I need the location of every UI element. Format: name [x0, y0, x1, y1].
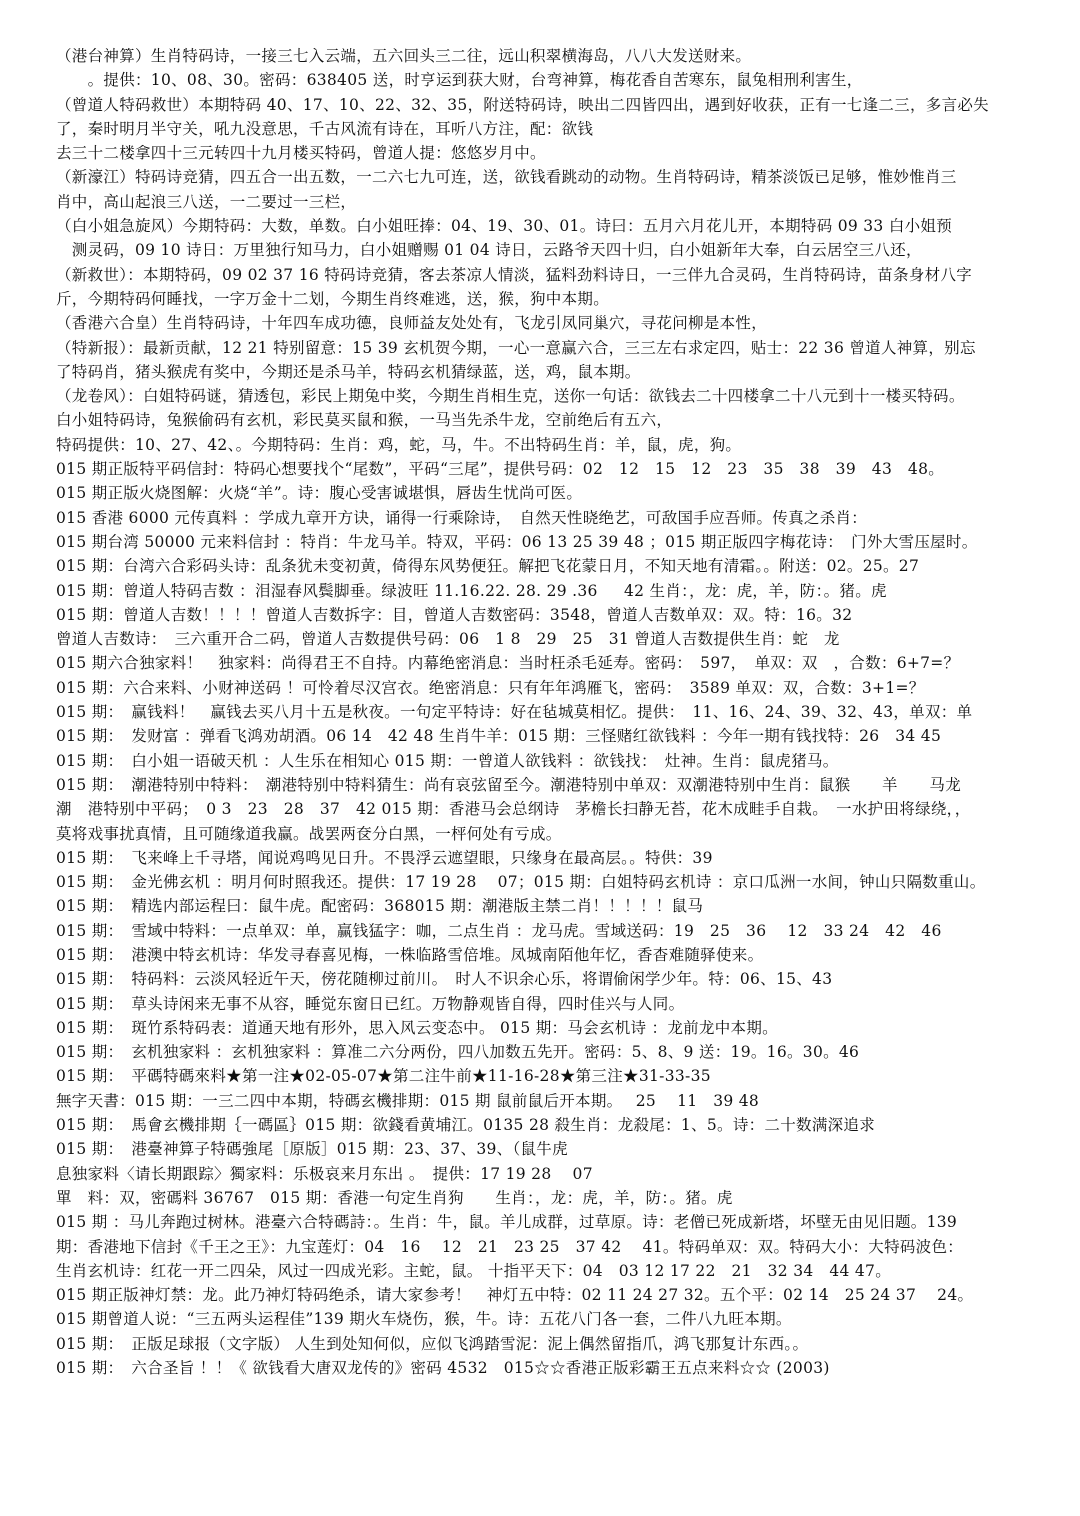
text-line: 015 期正版火烧图解：火烧“羊”。诗：腹心受害诚堪惧，唇齿生忧尚可医。	[56, 484, 583, 503]
text-line: 015 期：曾道人特码吉数 ：泪湿春风鬓脚垂。绿波旺 11.16.22. 28. 29 .36 42 生肖：，龙：虎，羊，防：。猪。虎	[56, 581, 887, 600]
text-line: （曾道人特码救世）本期特码 40、17、10、22、32、35，附送特码诗，映出二四皆四出，遇到好收获，正有一七逢二三，多言必失	[56, 95, 989, 114]
text-line: 015 期： 特码料：云淡风轻近午天，傍花随柳过前川。 时人不识余心乐，将谓偷闲学少年。特：06、15、43	[56, 970, 833, 989]
text-line: 肖中，高山起浪三八送，一二要过一三栏，	[56, 192, 357, 211]
text-line: 了特码肖，猪头猴虎有奖中，今期还是杀马羊，特码玄机猜绿蓝，送，鸡，鼠本期。	[56, 362, 641, 381]
text-line: 015 期： 白小姐一语破天机 ：人生乐在相知心 015 期：一曾道人欲钱料 ：欲钱找： 灶神。生肖：鼠虎猪马。	[56, 751, 839, 770]
text-line: （港台神算）生肖特码诗，一接三七入云端，五六回头三二往，远山积翠横海岛，八八大发送财来。	[56, 47, 752, 65]
text-line: 曾道人吉数诗： 三六重开合二码，曾道人吉数提供号码：06 1 8 29 25 31 曾道人吉数提供生肖：蛇 龙	[56, 630, 840, 649]
text-line: 。提供：10、08、30。密码：638405 送，时亨运到获大财，台弯神算，梅花香自苦寒东，鼠兔相刑利害生，	[56, 71, 863, 90]
text-line: 015 期 ：马儿奔跑过树林。港臺六合特碼詩：。生肖：牛，鼠。羊儿成群，过草原。诗：老僧已死成新塔，坏壁无由见旧题。139	[56, 1213, 958, 1232]
text-line: 015 期： 飞来峰上千寻塔，闻说鸡鸣见日升。不畏浮云遮望眼，只缘身在最高层。。特供：39	[56, 848, 713, 867]
text-line: 015 期： 赢钱料！ 赢钱去买八月十五是秋夜。一句定平特诗：好在毡城莫相忆。提供： 11、16、24、39、32、43，单双：单	[56, 703, 973, 722]
text-line: 015 期： 六合圣旨 ！！《 欲钱看大唐双龙传的》密码 4532 015☆☆香港正版彩霸王五点来料☆☆ (2003)	[56, 1359, 830, 1378]
text-line: 015 期： 发财富 ：弹看飞鸿劝胡酒。06 14 42 48 生肖牛羊：015 期：三怪赌红欲钱料 ：今年一期有钱找特：26 34 45	[56, 727, 942, 746]
text-line: 無字天書：015 期：一三二四中本期，特碼玄機排期：015 期 鼠前鼠后开本期。 25 11 39 48	[56, 1091, 760, 1110]
text-line: 去三十二楼拿四十三元转四十九月楼买特码，曾道人提：悠悠岁月中。	[56, 144, 546, 163]
text-line: 015 期： 雪域中特料：一点单双：单，赢钱猛字：咖，二点生肖 ：龙马虎。雪域送码：19 25 36 12 33 24 42 46	[56, 921, 942, 940]
text-line: 生肖玄机诗：红花一开二四朵，风过一四成光彩。主蛇，鼠。 十指平天下：04 03 12 17 22 21 32 34 44 47。	[56, 1261, 891, 1280]
text-line: 015 期： 港臺神算子特碼強尾［原版］015 期：23、37、39、（鼠牛虎	[56, 1140, 568, 1159]
text-line: （龙卷风）：白姐特码谜，猜透包，彩民上期兔中奖，今期生肖相生克，送你一句话：欲钱去二十四楼拿二十八元到十一楼买特码。	[56, 387, 965, 406]
text-line: 015 期六合独家料！ 独家料：尚得君王不自持。内幕绝密消息：当时枉杀毛延寿。密码： 597， 单双：双 ，合数：6+7=？	[56, 654, 960, 673]
text-line: 015 期： 玄机独家料 ：玄机独家料 ：算准二六分两份，四八加数五先开。密码：5、8、9 送：19。16。30。46	[56, 1043, 860, 1062]
text-line: 015 期： 港澳中特玄机诗：华发寻春喜见梅，一株临路雪倍堆。凤城南陌他年忆，香杳难随驿使来。	[56, 945, 764, 964]
text-line: 015 期： 斑竹系特码表：道通天地有形外，思入风云变态中。 015 期：马会玄机诗 ：龙前龙中本期。	[56, 1018, 778, 1037]
text-line: 了，秦时明月半守关，吼九没意思，千古风流有诗在，耳听八方注，配：欲钱	[56, 119, 594, 138]
text-line: 015 期： 馬會玄機排期｛一碼區｝015 期：欲錢看黄埔江。0135 28 殺生肖：龙殺尾：1、5。诗：二十数满深追求	[56, 1116, 876, 1135]
text-line: 015 期台湾 50000 元来料信封 ：特肖：牛龙马羊。特双，平码：06 13 25 39 48 ；015 期正版四字梅花诗： 门外大雪压屋时。	[56, 532, 978, 551]
text-line: （新救世）：本期特码，09 02 37 16 特码诗竞猜，客去茶凉人情淡，猛料劲料诗日，一三伴九合灵码，生肖特码诗，苗条身材八字	[56, 265, 973, 284]
text-line: （香港六合皇）生肖特码诗，十年四车成功德，良师益友处处有，飞龙引凤同巢穴，寻花问柳是本性，	[56, 314, 768, 333]
text-line: 015 期：六合来料、小财神送码 ！可怜着尽汉宫衣。绝密消息：只有年年鸿雁飞，密码： 3589 单双：双，合数：3+1=？	[56, 678, 925, 697]
text-line: 015 期： 潮港特别中特料： 潮港特别中特料猜生：尚有哀弦留至今。潮港特别中单双：双潮港特别中生肖：鼠猴 羊 马龙	[56, 775, 962, 794]
text-line: 015 期： 正版足球报（文字版） 人生到处知何似，应似飞鸿踏雪泥：泥上偶然留指爪，鸿飞那复计东西。。	[56, 1334, 809, 1353]
text-line: （白小姐急旋风）今期特码：大数，单数。白小姐旺捧：04、19、30、01。诗曰：五月六月花儿开，本期特码 09 33 白小姐预	[56, 217, 953, 236]
text-line: 015 期正版神灯禁：龙。此乃神灯特码绝杀，请大家参考！ 神灯五中特：02 11 24 27 32。五个平：02 14 25 24 37 24。	[56, 1286, 974, 1305]
text-line: 特码提供：10、27、42、。今期特码：生肖：鸡，蛇，马，牛。不出特码生肖：羊，鼠，虎，狗。	[56, 435, 742, 454]
text-line: （特新报）：最新贡献，12 21 特别留意：15 39 玄机贺今期，一心一意赢六合，三三左右求定四，贴士：22 36 曾道人神算，别忘	[56, 338, 976, 357]
text-line: 015 期： 草头诗闲来无事不从容，睡觉东窗日已红。万物静观皆自得，四时佳兴与人同。	[56, 994, 685, 1013]
text-line: 潮 港特别中平码； 0 3 23 28 37 42 015 期：香港马会总纲诗 茅檐长扫静无苔，花木成畦手自栽。 一水护田将绿绕，，	[56, 800, 971, 819]
text-line: 测灵码，09 10 诗日：万里独行知马力，白小姐赠赐 01 04 诗日，云路爷天四十归，白小姐新年大奉，白云居空三八还，	[56, 241, 922, 260]
text-line: 015 期：台湾六合彩码头诗：乱条犹未变初黄，倚得东风势便狂。解把飞花蒙日月，不知天地有清霜。。附送：02。25。27	[56, 557, 920, 576]
text-line: 斤，今期特码何睡找，一字万金十二划，今期生肖终难逃，送，猴，狗中本期。	[56, 289, 610, 308]
text-line: 015 期： 平碼特碼來料★第一注★02-05-07★第二注牛前★11-16-28★第三注★31-33-35	[56, 1067, 711, 1086]
text-line: 015 期正版特平码信封：特码心想要找个“尾数”，平码“三尾”，提供号码：02 12 15 12 23 35 38 39 43 48。	[56, 460, 945, 479]
text-line: 單 料：双，密碼料 36767 015 期：香港一句定生肖狗 生肖：，龙：虎，羊，防：。猪。虎	[56, 1188, 733, 1207]
text-line: （新濠江）特码诗竞猜，四五合一出五数，一二六七九可连，送，欲钱看跳动的动物。生肖特码诗，精茶淡饭已足够，惟妙惟肖三	[56, 168, 957, 187]
text-line: 期：香港地下信封《千王之王》：九宝莲灯：04 16 12 21 23 25 37 42 41。特码单双：双。特码大小：大特码波色：	[56, 1237, 964, 1256]
text-line: 015 期： 精选内部运程曰：鼠牛虎。配密码：368015 期：潮港版主禁二肖！！！！！鼠马	[56, 897, 704, 916]
text-line: 015 香港 6000 元传真料 ：学成九章开方诀，诵得一行乘除诗， 自然天性晓绝艺，可敌国手应吾师。传真之杀肖：	[56, 508, 868, 527]
text-line: 莫将戏事扰真情，且可随缘道我赢。战罢两奁分白黑，一枰何处有亏成。	[56, 824, 562, 843]
text-line: 015 期曾道人说：“三五两头运程佳”139 期火车烧伤，猴，牛。诗：五花八门各一套，二件八九旺本期。	[56, 1310, 792, 1329]
text-line: 白小姐特码诗，兔猴偷码有玄机，彩民莫买鼠和猴，一马当先杀牛龙，空前绝后有五六，	[56, 411, 673, 430]
text-line: 015 期： 金光佛玄机 ：明月何时照我还。提供：17 19 28 07；015 期：白姐特码玄机诗 ：京口瓜洲一水间，钟山只隔数重山。	[56, 873, 986, 892]
text-line: 息独家料〈请长期跟踪〉獨家料：乐极哀来月东出 。 提供：17 19 28 07	[56, 1164, 593, 1183]
text-line: 015 期：曾道人吉数！！！！曾道人吉数拆字：目，曾道人吉数密码：3548，曾道人吉数单双：双。特：16。32	[56, 605, 853, 624]
